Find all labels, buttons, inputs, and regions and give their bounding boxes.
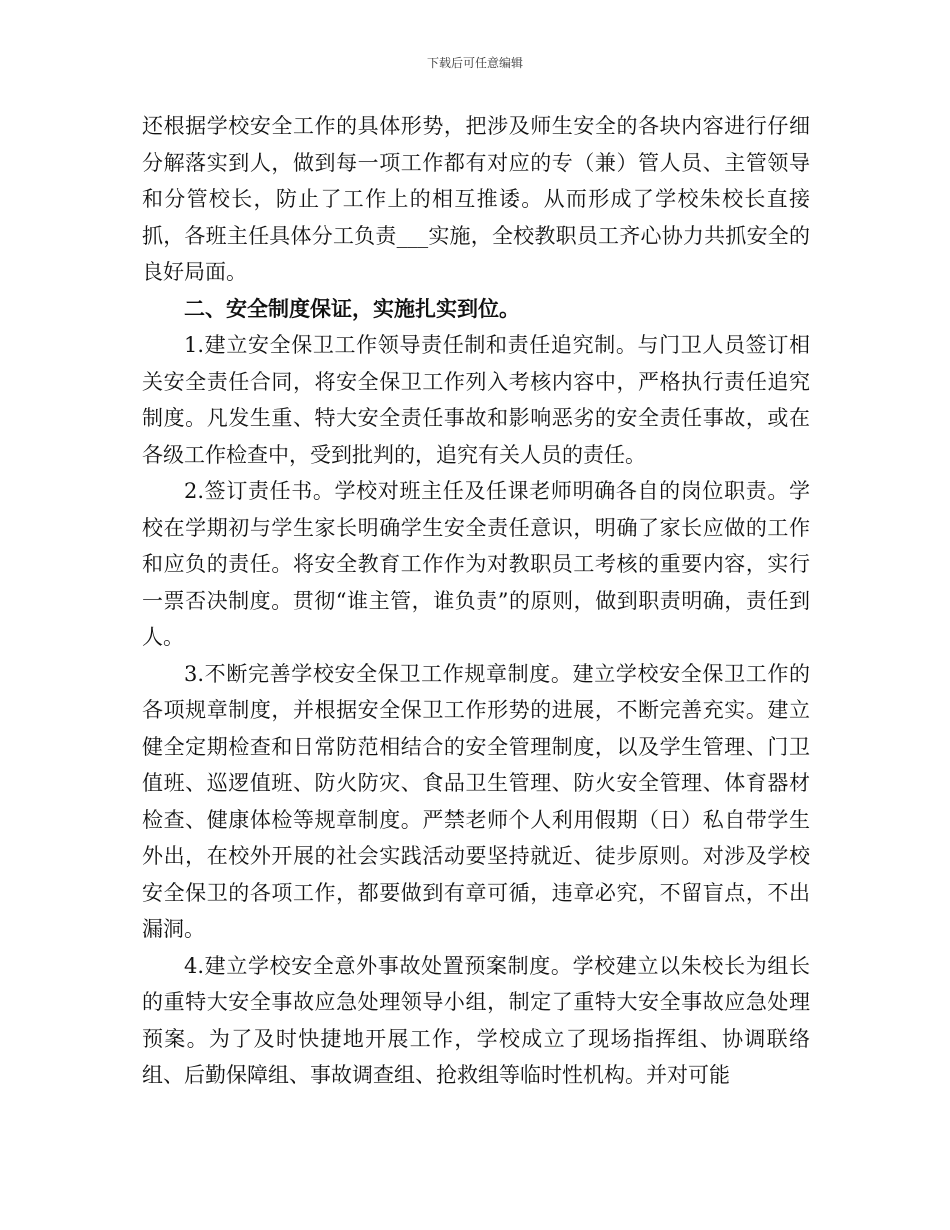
page-header-note: 下载后可任意编辑 — [426, 56, 523, 70]
section-heading: 二、安全制度保证，实施扎实到位。 — [184, 296, 520, 321]
item-paragraph-4: 4.建立学校安全意外事故处置预案制度。学校建立以朱校长为组长的重特大安全事故应急处理领导小组，制定了重特大安全事故应急处理预案。为了及时快捷地开展工作，学校成立了现场指挥组、协调联络组、后勤保障组、事故调查组、抢救组等临时性机构。并对可能 — [142, 953, 810, 1087]
intro-paragraph: 还根据学校安全工作的具体形势，把涉及师生安全的各块内容进行仔细分解落实到人，做到每一项工作都有对应的专（兼）管人员、主管领导和分管校长，防止了工作上的相互推诿。从而形成了学校朱校长直接抓，各班主任具体分工负责___实施，全校教职员工齐心协力共抓安全的良好局面。 — [142, 114, 810, 284]
item-paragraph-2: 2.签订责任书。学校对班主任及任课老师明确各自的岗位职责。学校在学期初与学生家长明确学生安全责任意识，明确了家长应做的工作和应负的责任。将安全教育工作作为对教职员工考核的重要内容，实行一票否决制度。贯彻“谁主管，谁负责”的原则，做到职责明确，责任到人。 — [142, 479, 810, 649]
item-paragraph-3: 3.不断完善学校安全保卫工作规章制度。建立学校安全保卫工作的各项规章制度，并根据安全保卫工作形势的进展，不断完善充实。建立健全定期检查和日常防范相结合的安全管理制度，以及学生管理、门卫值班、巡逻值班、防火防灾、食品卫生管理、防火安全管理、体育器材检查、健康体检等规章制度。严禁老师个人利用假期（日）私自带学生外出，在校外开展的社会实践活动要坚持就近、徒步原则。对涉及学校安全保卫的各项工作，都要做到有章可循，违章必究，不留盲点，不出漏洞。 — [142, 661, 810, 941]
document-body — [142, 108, 810, 1094]
item-paragraph-1: 1.建立安全保卫工作领导责任制和责任追究制。与门卫人员签订相关安全责任合同，将安全保卫工作列入考核内容中，严格执行责任追究制度。凡发生重、特大安全责任事故和影响恶劣的安全责任事故，或在各级工作检查中，受到批判的，追究有关人员的责任。 — [142, 333, 810, 467]
